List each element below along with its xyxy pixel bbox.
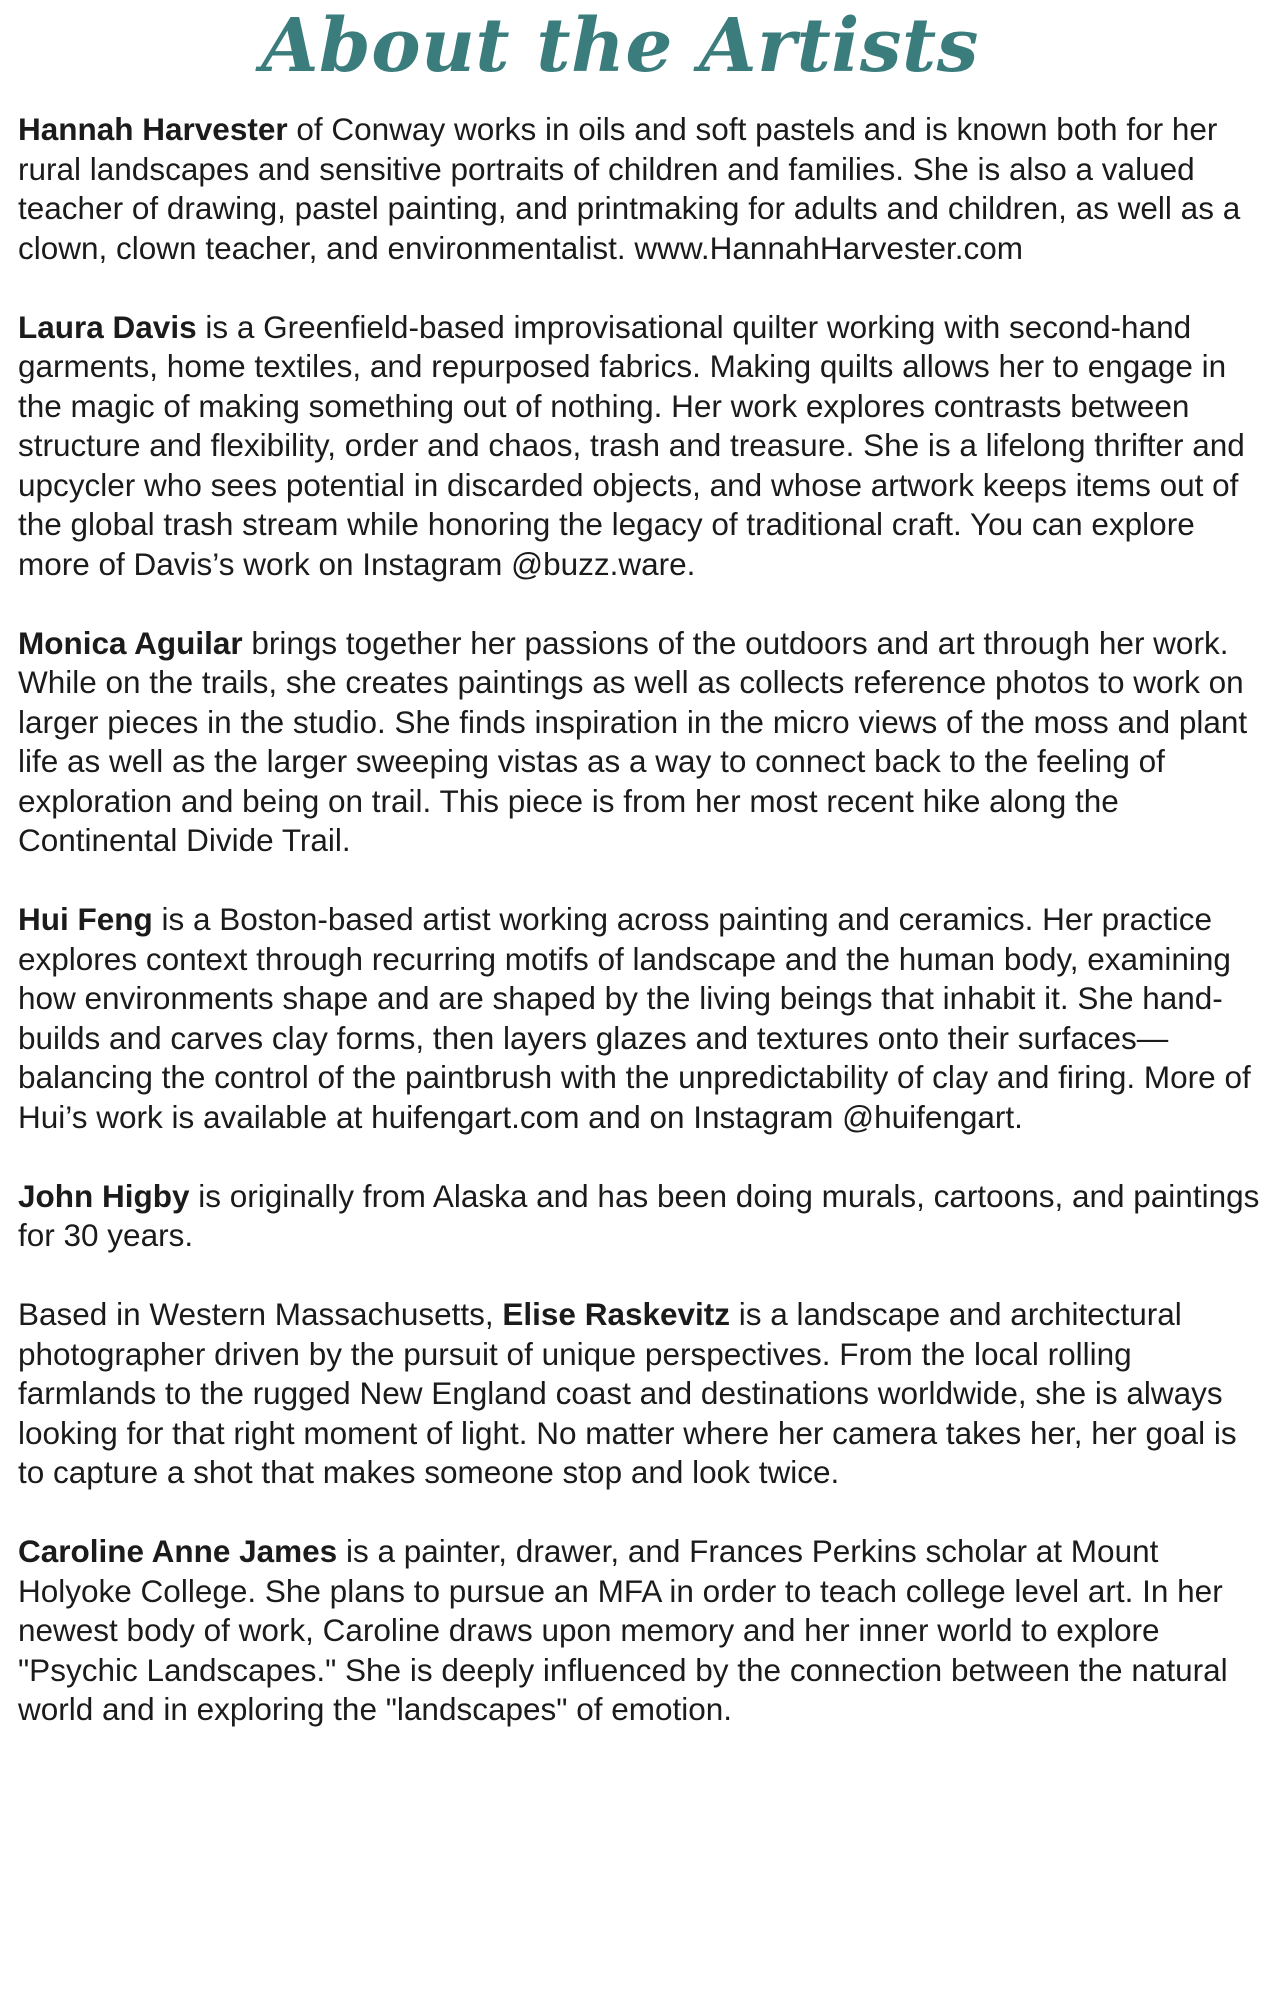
- artist-name: Caroline Anne James: [18, 1533, 338, 1569]
- artist-name: Elise Raskevitz: [502, 1296, 731, 1332]
- bio-text: brings together her passions of the outdoors and art through her work. While on the trails, she creates paintings as well as collects reference photos to work on larger pieces in the studio. She finds inspiration in the micro views of the moss and plant life as well as the larger sweeping vistas as a way to connect back to the feeling of exploration and being on trail. This piece is from her most recent hike along the Continental Divide Trail.: [18, 624, 1248, 858]
- bio-text: is a painter, drawer, and Frances Perkins scholar at Mount Holyoke College. She plans to pursue an MFA in order to teach college level art. In her newest body of work, Caroline draws upon memory and her inner world to explore "Psychic Landscapes." She is deeply influenced by the connection between the natural world and in exploring the "landscapes" of emotion.: [18, 1533, 1228, 1727]
- bio-text: is a Greenfield-based improvisational quilter working with second-hand garments, home textiles, and repurposed fabrics. Making quilts allows her to engage in the magic of making something out of nothing. Her work explores contrasts between structure and flexibility, order and chaos, trash and treasure. She is a lifelong thrifter and upcycler who sees potential in discarded objects, and whose artwork keeps items out of the global trash stream while honoring the legacy of traditional craft. You can explore more of Davis’s work on Instagram @buzz.ware.: [18, 308, 1245, 582]
- artist-name: John Higby: [18, 1177, 190, 1214]
- bio-text: is originally from Alaska and has been doing murals, cartoons, and paintings for 30 years.: [18, 1177, 1260, 1253]
- artist-name: Hannah Harvester: [18, 111, 288, 147]
- bio-hui-feng: [18, 900, 1263, 1137]
- artist-bios: [18, 110, 1263, 1769]
- bio-prefix: Based in Western Massachusetts,: [18, 1296, 503, 1332]
- artist-name: Hui Feng: [18, 901, 153, 937]
- bio-laura-davis: [18, 308, 1263, 585]
- bio-text: is a landscape and architectural photographer driven by the pursuit of unique perspectives. From the local rolling farmlands to the rugged New England coast and destinations worldwide, she is always looking for that right moment of light. No matter where her camera takes her, her goal is to capture a shot that makes someone stop and look twice.: [18, 1296, 1237, 1490]
- bio-john-higby: [18, 1177, 1263, 1256]
- page-title: About the Artists: [261, 3, 979, 89]
- bio-text: is a Boston-based artist working across painting and ceramics. Her practice explores context through recurring motifs of landscape and the human body, examining how environments shape and are shaped by the living beings that inhabit it. She hand-builds and carves clay forms, then layers glazes and textures onto their surfaces—balancing the control of the paintbrush with the unpredictability of clay and firing. More of Hui’s work is available at huifengart.com and on Instagram @huifengart.: [18, 901, 1251, 1135]
- artist-name: Laura Davis: [18, 308, 197, 345]
- bio-text: of Conway works in oils and soft pastels and is known both for her rural landscapes and sensitive portraits of children and families. She is also a valued teacher of drawing, pastel painting, and printmaking for adults and children, as well as a clown, clown teacher, and environmentalist. www.HannahHarvester.com: [18, 111, 1241, 266]
- bio-caroline-anne-james: [18, 1532, 1263, 1730]
- bio-elise-raskevitz: [18, 1295, 1263, 1493]
- artist-name: Monica Aguilar: [18, 624, 243, 661]
- bio-monica-aguilar: [18, 624, 1263, 861]
- bio-hannah-harvester: [18, 110, 1263, 268]
